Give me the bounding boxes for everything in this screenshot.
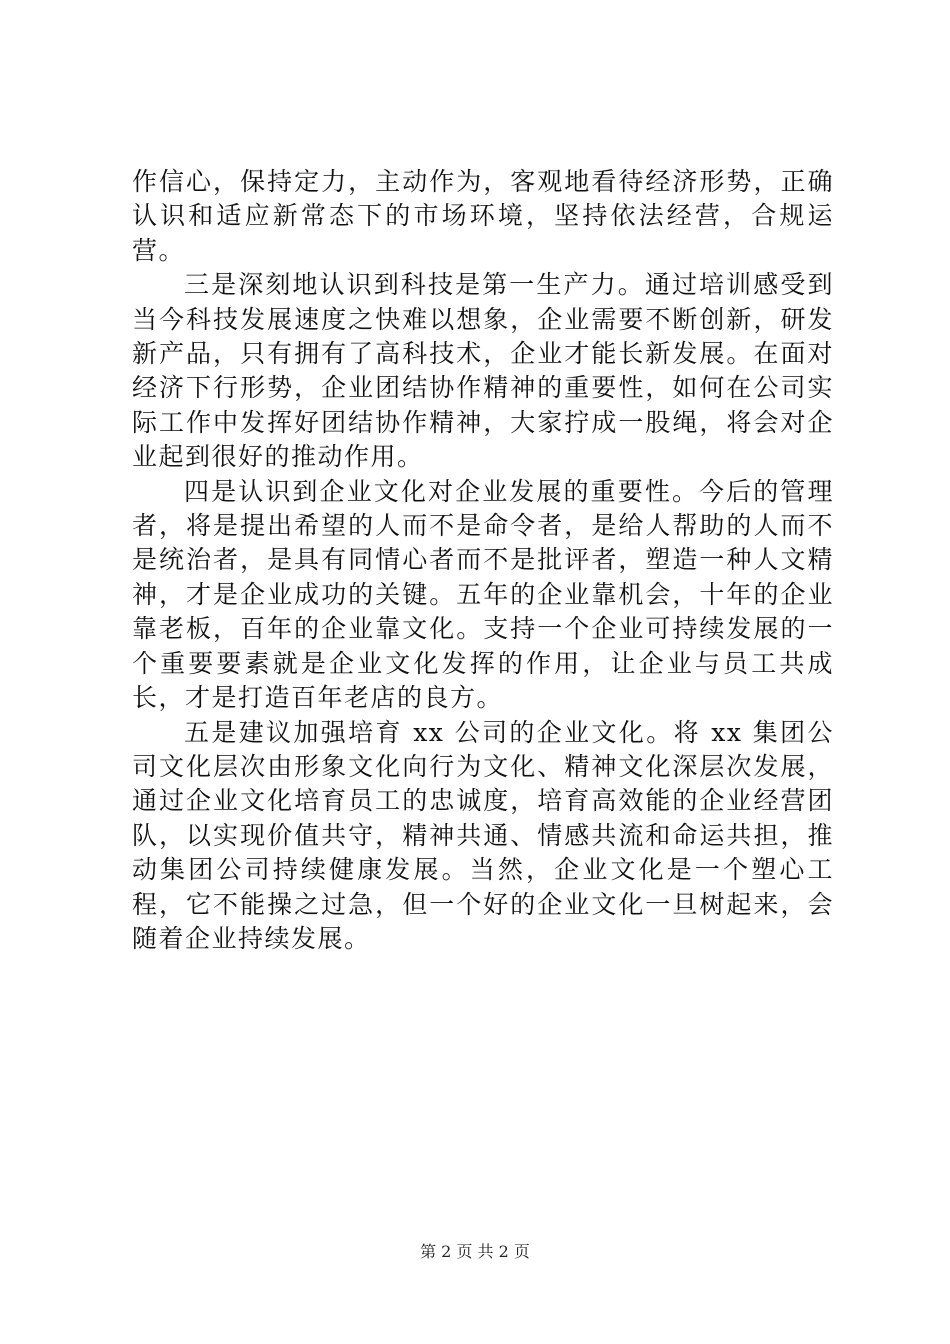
- page-number-footer: 第 2 页 共 2 页: [420, 1242, 530, 1261]
- paragraph-point-three: 三是深刻地认识到科技是第一生产力。通过培训感受到当今科技发展速度之快难以想象，企业需要不断创新，研发新产品，只有拥有了高科技术，企业才能长新发展。在面对经济下行形势，企业团结协作精神的重要性，如何在公司实际工作中发挥好团结协作精神，大家拧成一股绳，将会对企业起到很好的推动作用。: [132, 270, 834, 472]
- paragraph-continuation: 作信心，保持定力，主动作为，客观地看待经济形势，正确认识和适应新常态下的市场环境，坚持依法经营，合规运营。: [132, 167, 834, 265]
- document-body: [132, 165, 834, 956]
- paragraph-point-four: 四是认识到企业文化对企业发展的重要性。今后的管理者，将是提出希望的人而不是命令者，是给人帮助的人而不是统治者，是具有同情心者而不是批评者，塑造一种人文精神，才是企业成功的关键。五年的企业靠机会，十年的企业靠老板，百年的企业靠文化。支持一个企业可持续发展的一个重要要素就是企业文化发挥的作用，让企业与员工共成长，才是打造百年老店的良方。: [132, 476, 834, 713]
- paragraph-point-five: 五是建议加强培育 xx 公司的企业文化。将 xx 集团公司文化层次由形象文化向行为文化、精神文化深层次发展，通过企业文化培育员工的忠诚度，培育高效能的企业经营团队，以实现价值共守，精神共通、情感共流和命运共担，推动集团公司持续健康发展。当然，企业文化是一个塑心工程，它不能操之过急，但一个好的企业文化一旦树起来，会随着企业持续发展。: [132, 717, 834, 953]
